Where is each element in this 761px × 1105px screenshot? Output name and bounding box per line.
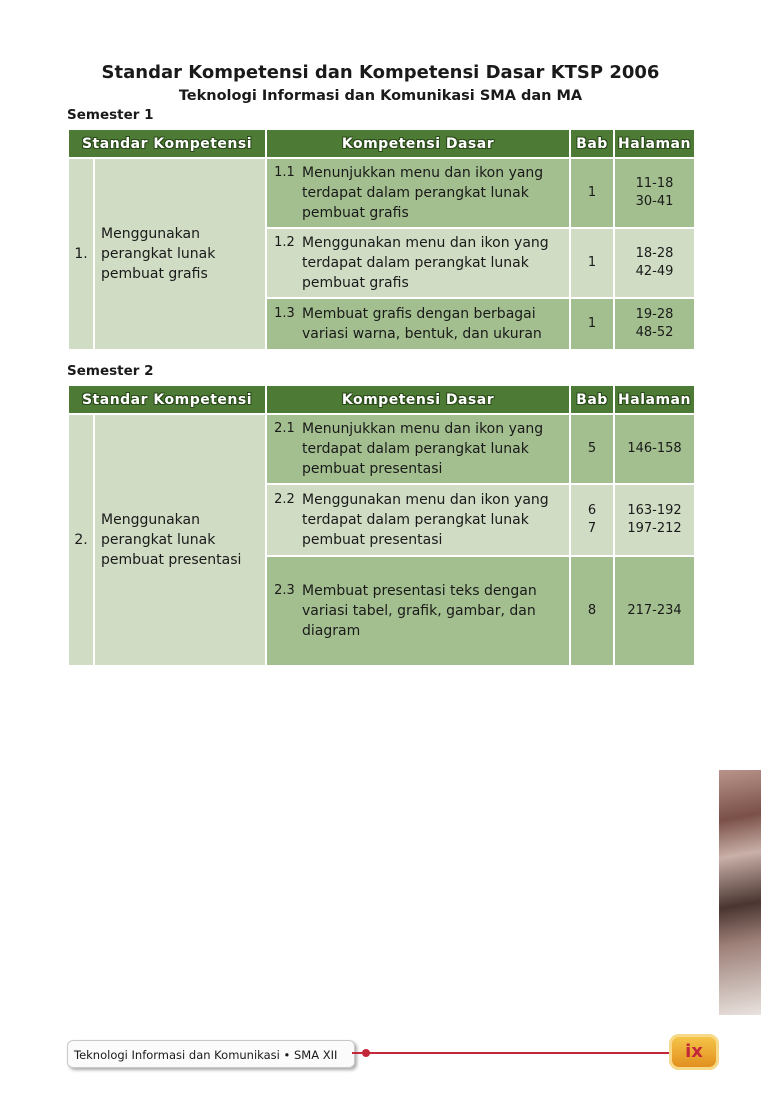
page-title: Standar Kompetensi dan Kompetensi Dasar KTSP 2006: [101, 62, 660, 83]
halaman-cell: [614, 298, 695, 350]
kd-line: terdapat dalam perangkat lunak: [302, 255, 529, 271]
header-halaman: Halaman: [614, 129, 695, 158]
kd-line: pembuat presentasi: [302, 532, 443, 548]
kd-number: 2.1: [274, 421, 295, 436]
table-header-row: [68, 385, 695, 414]
footer-bullet: •: [283, 1048, 291, 1062]
bab-value: 6: [587, 503, 597, 518]
halaman-cell: [614, 414, 695, 484]
kd-line: pembuat grafis: [302, 205, 409, 221]
header-standar-kompetensi: Standar Kompetensi: [68, 129, 266, 158]
kd-number: 1.2: [274, 235, 295, 250]
bab-value: 5: [587, 441, 597, 456]
kd-text: [302, 490, 565, 550]
page-subtitle: Teknologi Informasi dan Komunikasi SMA dan MA: [178, 88, 583, 104]
semester-2-table: [67, 384, 696, 667]
kd-line: terdapat dalam perangkat lunak: [302, 512, 529, 528]
footer-line: [352, 1052, 670, 1054]
table-row: [68, 414, 695, 484]
semester-1-label: Semester 1: [67, 107, 154, 123]
footer-book-title: Teknologi Informasi dan Komunikasi: [74, 1048, 280, 1062]
kd-cell: [266, 556, 570, 666]
kd-number: 2.3: [274, 583, 295, 598]
kd-text: [302, 581, 565, 641]
footer-book-label: [67, 1040, 355, 1068]
header-bab: Bab: [570, 129, 614, 158]
halaman-value: 163-192: [627, 503, 682, 518]
halaman-cell: [614, 228, 695, 298]
sk-description: [94, 158, 266, 350]
kd-line: variasi warna, bentuk, dan ukuran: [302, 326, 542, 342]
kd-line: Menggunakan menu dan ikon yang: [302, 235, 549, 251]
halaman-cell: [614, 158, 695, 228]
halaman-value: 18-28: [635, 246, 674, 261]
kd-line: pembuat presentasi: [302, 461, 443, 477]
halaman-value: 197-212: [627, 521, 682, 536]
bab-cell: [570, 298, 614, 350]
bab-cell: [570, 556, 614, 666]
header-bab: Bab: [570, 385, 614, 414]
table-row: [68, 158, 695, 228]
kd-cell: [266, 484, 570, 556]
kd-line: terdapat dalam perangkat lunak: [302, 441, 529, 457]
kd-number: 1.1: [274, 165, 295, 180]
footer-level: SMA XII: [293, 1048, 338, 1062]
footer-dot: [362, 1049, 370, 1057]
header-standar-kompetensi: Standar Kompetensi: [68, 385, 266, 414]
kd-line: Menunjukkan menu dan ikon yang: [302, 421, 544, 437]
kd-line: diagram: [302, 623, 361, 639]
header-kompetensi-dasar: Kompetensi Dasar: [266, 385, 570, 414]
bab-value: 1: [587, 316, 597, 331]
bab-value: 7: [587, 521, 597, 536]
sk-line: Menggunakan: [101, 512, 200, 528]
sk-line: perangkat lunak: [101, 532, 216, 548]
halaman-value: 42-49: [635, 264, 674, 279]
halaman-cell: [614, 556, 695, 666]
kd-line: Membuat grafis dengan berbagai: [302, 306, 536, 322]
kd-line: terdapat dalam perangkat lunak: [302, 185, 529, 201]
kd-cell: [266, 228, 570, 298]
bab-value: 1: [587, 185, 597, 200]
sk-line: perangkat lunak: [101, 246, 216, 262]
bab-value: 1: [587, 255, 597, 270]
sk-line: pembuat grafis: [101, 266, 208, 282]
kd-number: 1.3: [274, 306, 295, 321]
page-number-badge: ix: [669, 1034, 719, 1070]
halaman-value: 30-41: [635, 194, 674, 209]
kd-line: Menunjukkan menu dan ikon yang: [302, 165, 544, 181]
halaman-value: 19-28: [635, 307, 674, 322]
halaman-value: 217-234: [627, 603, 682, 618]
bab-cell: [570, 414, 614, 484]
kd-text: [302, 163, 565, 223]
halaman-value: 11-18: [635, 176, 674, 191]
side-photo: [719, 770, 761, 1015]
bab-cell: [570, 158, 614, 228]
semester-2-label: Semester 2: [67, 363, 154, 379]
header-kompetensi-dasar: Kompetensi Dasar: [266, 129, 570, 158]
halaman-value: 48-52: [635, 325, 674, 340]
kd-number: 2.2: [274, 492, 295, 507]
halaman-value: 146-158: [627, 441, 682, 456]
sk-line: pembuat presentasi: [101, 552, 242, 568]
bab-cell: [570, 484, 614, 556]
table-header-row: [68, 129, 695, 158]
kd-line: Menggunakan menu dan ikon yang: [302, 492, 549, 508]
kd-line: Membuat presentasi teks dengan: [302, 583, 537, 599]
halaman-cell: [614, 484, 695, 556]
kd-text: [302, 304, 565, 344]
bab-value: 8: [587, 603, 597, 618]
bab-cell: [570, 228, 614, 298]
kd-cell: [266, 158, 570, 228]
kd-text: [302, 233, 565, 293]
semester-1-table: [67, 128, 696, 351]
sk-line: Menggunakan: [101, 226, 200, 242]
sk-number: 2.: [68, 414, 94, 666]
sk-description: [94, 414, 266, 666]
kd-line: variasi tabel, grafik, gambar, dan: [302, 603, 536, 619]
kd-cell: [266, 414, 570, 484]
kd-line: pembuat grafis: [302, 275, 409, 291]
kd-cell: [266, 298, 570, 350]
kd-text: [302, 419, 565, 479]
sk-number: 1.: [68, 158, 94, 350]
header-halaman: Halaman: [614, 385, 695, 414]
